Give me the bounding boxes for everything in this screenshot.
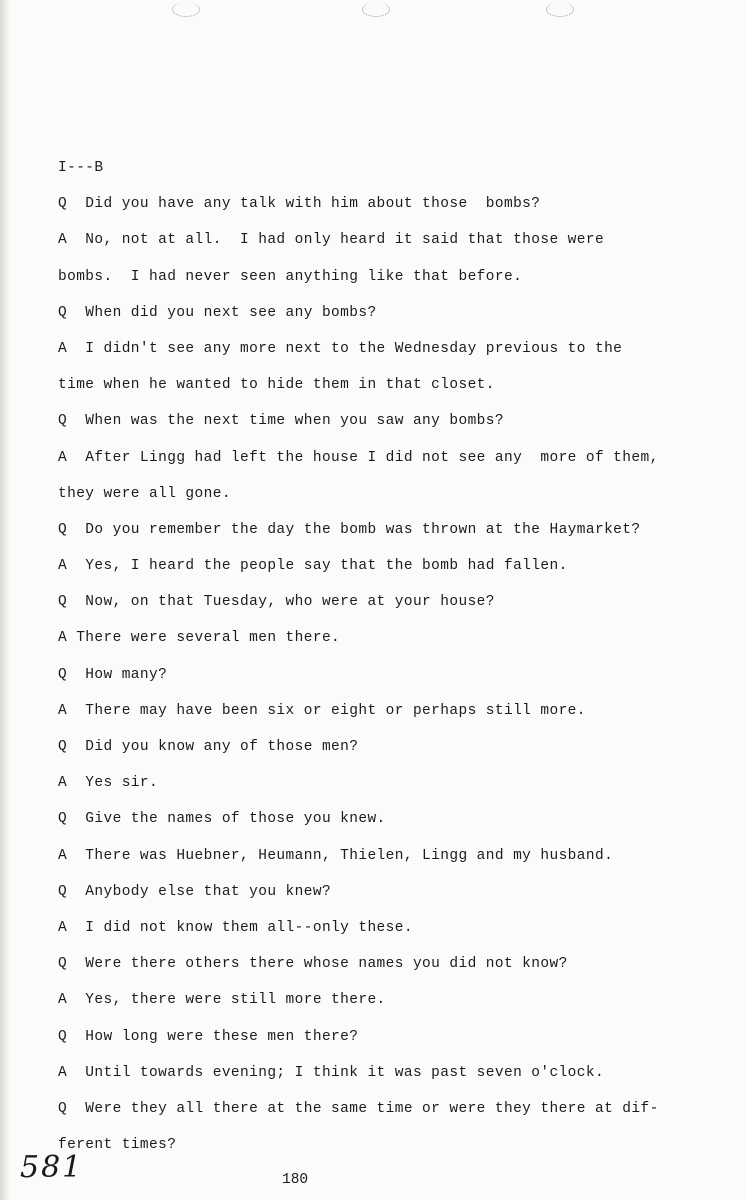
punch-hole-mark	[362, 2, 390, 17]
question-line: Q Now, on that Tuesday, who were at your house?	[58, 594, 495, 611]
answer-line: A Yes, I heard the people say that the bomb had fallen.	[58, 558, 568, 575]
answer-line: A There were several men there.	[58, 630, 341, 647]
handwritten-archive-number: 581	[20, 1150, 84, 1185]
continuation-line: bombs. I had never seen anything like that before.	[58, 268, 523, 285]
answer-line: A Until towards evening; I think it was past seven o'clock.	[58, 1064, 605, 1081]
answer-line: A After Lingg had left the house I did not see any more of them,	[58, 449, 659, 466]
punch-hole-mark	[546, 2, 574, 17]
punch-hole-mark	[172, 2, 200, 17]
answer-line: A I did not know them all--only these.	[58, 919, 413, 936]
answer-line: A There may have been six or eight or perhaps still more.	[58, 702, 586, 719]
answer-line: A No, not at all. I had only heard it said that those were	[58, 232, 605, 249]
testimony-transcript	[58, 158, 688, 1171]
continuation-line: ferent times?	[58, 1137, 177, 1154]
scan-edge	[0, 0, 10, 1200]
question-line: Q Were there others there whose names you did not know?	[58, 956, 568, 973]
answer-line: A There was Huebner, Heumann, Thielen, Lingg and my husband.	[58, 847, 614, 864]
question-line: Q How long were these men there?	[58, 1028, 359, 1045]
question-line: Q Anybody else that you knew?	[58, 883, 332, 900]
question-line: Q When did you next see any bombs?	[58, 304, 377, 321]
continuation-line: time when he wanted to hide them in that closet.	[58, 377, 495, 394]
answer-line: A Yes, there were still more there.	[58, 992, 386, 1009]
question-line: Q How many?	[58, 666, 168, 683]
question-line: Q Did you have any talk with him about those bombs?	[58, 196, 541, 213]
question-line: Q Do you remember the day the bomb was thrown at the Haymarket?	[58, 521, 641, 538]
question-line: Q Did you know any of those men?	[58, 739, 359, 755]
answer-line: A I didn't see any more next to the Wednesday previous to the	[58, 340, 623, 357]
answer-line: A Yes sir.	[58, 775, 159, 792]
question-line: Q When was the next time when you saw any bombs?	[58, 413, 504, 430]
continuation-line: they were all gone.	[58, 485, 231, 502]
section-heading: I---B	[58, 160, 104, 176]
question-line: Q Were they all there at the same time or were they there at dif-	[58, 1100, 659, 1117]
question-line: Q Give the names of those you knew.	[58, 811, 386, 828]
page-number: 180	[282, 1172, 309, 1188]
